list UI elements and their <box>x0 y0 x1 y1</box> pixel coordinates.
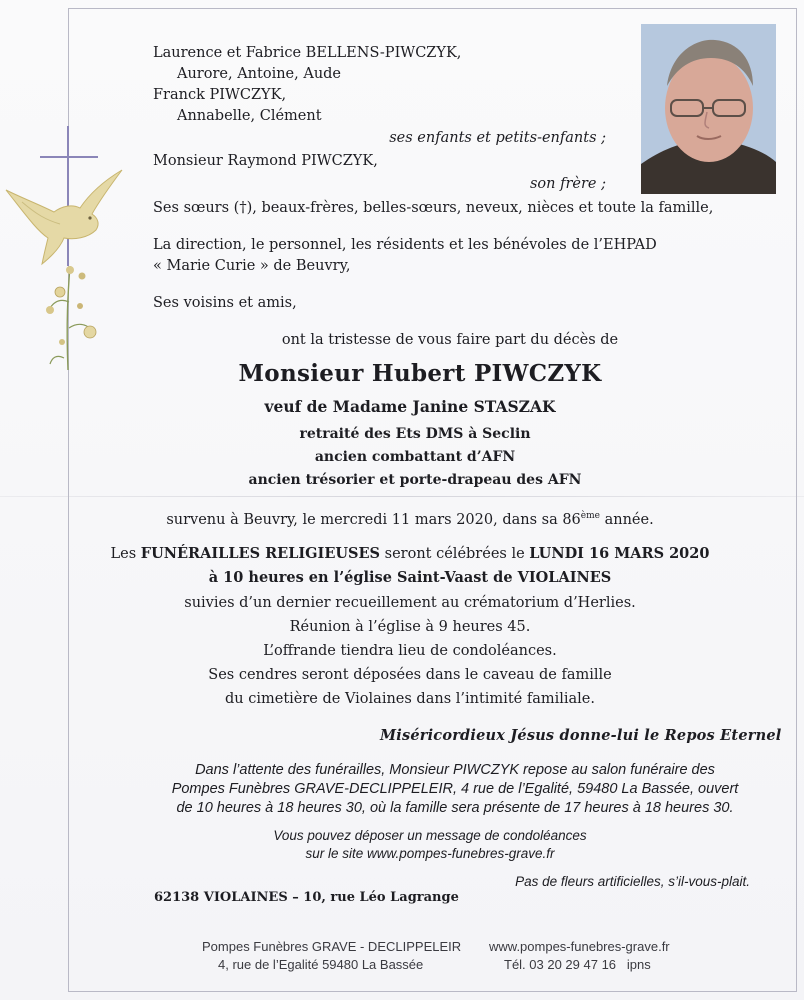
death-line-end: année. <box>599 511 654 528</box>
widower-line: veuf de Madame Janine STASZAK <box>264 397 556 416</box>
portrait-image <box>641 24 776 194</box>
footer-company: Pompes Funèbres GRAVE - DECLIPPELEIR <box>202 939 462 954</box>
salon-line-3: de 10 heures à 18 heures 30, où la famille sera présente de 17 heures à 18 heures 30. <box>176 800 734 816</box>
family-line-4: Annabelle, Clément <box>177 108 322 124</box>
dove-icon <box>2 168 126 268</box>
family-line-7: son frère ; <box>529 176 606 192</box>
family-line-3: Franck PIWCZYK, <box>153 87 287 103</box>
family-address: 62138 VIOLAINES – 10, rue Léo Lagrange <box>154 890 459 905</box>
deceased-name: Monsieur Hubert PIWCZYK <box>238 360 602 387</box>
funeral-line-1a: Les <box>110 546 141 562</box>
family-line-6: Monsieur Raymond PIWCZYK, <box>153 153 378 169</box>
footer-address: 4, rue de l’Egalité 59480 La Bassée <box>218 957 424 972</box>
role-line-3: ancien trésorier et porte-drapeau des AFN <box>248 472 582 488</box>
death-line <box>130 507 690 529</box>
family-line-11: Ses voisins et amis, <box>153 295 297 311</box>
condolences-line-2: sur le site www.pompes-funebres-grave.fr <box>305 846 555 861</box>
role-line-1: retraité des Ets DMS à Seclin <box>299 426 531 442</box>
funeral-line-3: suivies d’un dernier recueillement au crématorium d’Herlies. <box>184 595 636 611</box>
role-line-2: ancien combattant d’AFN <box>314 449 516 465</box>
death-line-main: survenu à Beuvry, le mercredi 11 mars 2020, dans sa 86 <box>166 511 581 528</box>
funeral-line-1c: seront célébrées le <box>380 546 530 562</box>
announcement-intro: ont la tristesse de vous faire part du décès de <box>281 332 619 348</box>
portrait-photo <box>641 24 776 194</box>
family-line-8: Ses sœurs (†), beaux-frères, belles-sœurs, neveux, nièces et toute la famille, <box>153 200 714 216</box>
salon-line-2: Pompes Funèbres GRAVE-DECLIPPELEIR, 4 rue de l’Egalité, 59480 La Bassée, ouvert <box>171 781 739 797</box>
flower-icon <box>40 262 100 374</box>
footer-phone: Tél. 03 20 29 47 16 ipns <box>504 957 651 972</box>
cross-icon-bar <box>40 156 98 158</box>
funeral-line-5: L’offrande tiendra lieu de condoléances. <box>263 643 557 659</box>
funeral-line-2: à 10 heures en l’église Saint-Vaast de VIOLAINES <box>208 569 612 586</box>
funeral-line-7: du cimetière de Violaines dans l’intimité familiale. <box>225 691 595 707</box>
family-line-9: La direction, le personnel, les résidents et les bénévoles de l’EHPAD <box>153 237 657 253</box>
funeral-line-1 <box>100 545 720 563</box>
death-line-sup: ème <box>580 511 600 521</box>
family-line-2: Aurore, Antoine, Aude <box>177 66 342 82</box>
prayer-line: Miséricordieux Jésus donne-lui le Repos Eternel <box>380 727 782 744</box>
family-line-1: Laurence et Fabrice BELLENS-PIWCZYK, <box>153 45 462 61</box>
family-line-10: « Marie Curie » de Beuvry, <box>153 258 351 274</box>
footer-website: www.pompes-funebres-grave.fr <box>489 939 670 954</box>
no-flowers-note: Pas de fleurs artificielles, s’il-vous-plait. <box>515 874 750 889</box>
condolences-line-1: Vous pouvez déposer un message de condoléances <box>273 828 587 843</box>
funeral-line-6: Ses cendres seront déposées dans le caveau de famille <box>208 667 612 683</box>
family-line-5: ses enfants et petits-enfants ; <box>389 130 606 146</box>
funeral-line-1d: LUNDI 16 MARS 2020 <box>529 545 710 562</box>
salon-line-1: Dans l’attente des funérailles, Monsieur PIWCZYK repose au salon funéraire des <box>195 762 715 778</box>
funeral-line-4: Réunion à l’église à 9 heures 45. <box>289 619 531 635</box>
fold-line <box>0 496 804 497</box>
funeral-line-1b: FUNÉRAILLES RELIGIEUSES <box>140 545 381 562</box>
